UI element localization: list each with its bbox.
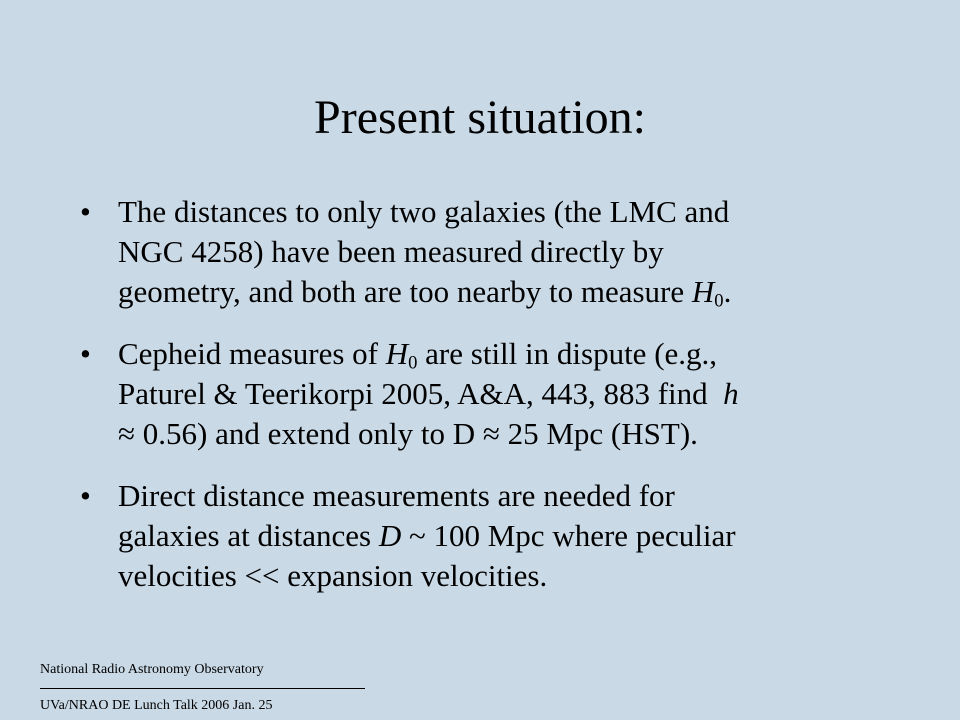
text-run: geometry, and both are too nearby to measure <box>118 274 692 309</box>
slide-title: Present situation: <box>314 91 646 144</box>
text-run: ~ 100 Mpc where peculiar <box>401 518 736 553</box>
subscript: 0 <box>408 352 418 374</box>
hubble-constant-symbol: H <box>385 336 409 371</box>
bullet-item <box>80 476 880 596</box>
text-run: Paturel & Teerikorpi 2005, A&A, 443, 883 find <box>118 376 724 411</box>
bullet-list <box>80 192 880 618</box>
bullet-dot: • <box>80 194 91 229</box>
hubble-constant-symbol: H <box>691 274 715 309</box>
bullet-line <box>118 374 880 414</box>
footer-talk-info: UVa/NRAO DE Lunch Talk 2006 Jan. 25 <box>40 698 273 713</box>
distance-symbol: D <box>378 518 402 553</box>
text-run: galaxies at distances <box>118 518 379 553</box>
bullet-line <box>118 556 880 596</box>
text-run: velocities << expansion velocities. <box>118 558 548 593</box>
bullet-line <box>118 414 880 454</box>
bullet-dot: • <box>80 478 91 513</box>
bullet-dot: • <box>80 336 91 371</box>
text-run: Direct distance measurements are needed for <box>118 478 675 513</box>
text-run: are still in dispute (e.g., <box>417 336 718 371</box>
text-run: . <box>723 274 732 309</box>
footer-divider <box>40 688 365 689</box>
text-run: NGC 4258) have been measured directly by <box>118 234 664 269</box>
bullet-line <box>118 334 880 374</box>
footer-organization: National Radio Astronomy Observatory <box>40 662 264 677</box>
text-run: ≈ 0.56) and extend only to D ≈ 25 Mpc (HST). <box>118 416 698 451</box>
text-run: The distances to only two galaxies (the LMC and <box>118 194 730 229</box>
bullet-line <box>118 516 880 556</box>
h-symbol: h <box>723 376 739 411</box>
bullet-line <box>118 272 880 312</box>
bullet-line <box>118 476 880 516</box>
bullet-line <box>118 232 880 272</box>
text-run: Cepheid measures of <box>118 336 386 371</box>
subscript: 0 <box>714 290 724 312</box>
bullet-line <box>118 192 880 232</box>
bullet-item <box>80 334 880 454</box>
bullet-item <box>80 192 880 312</box>
